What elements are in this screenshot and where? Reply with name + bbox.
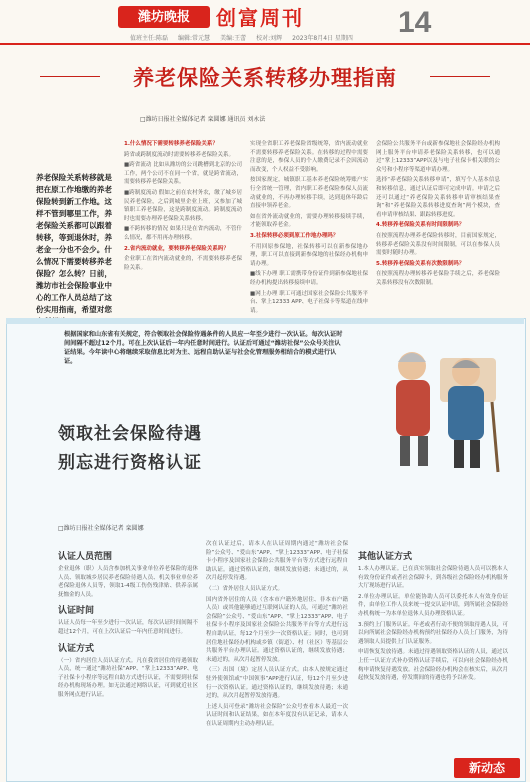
paragraph: ■网上办理 职工可通过国家社会保险公共服务平台、掌上12333 APP、电子社保卡等渠道在线申请。 — [250, 290, 368, 314]
paragraph: 企业职工在省内流动就业的，不需要转移养老保险关系。 — [124, 256, 242, 271]
paragraph: 按国家规定，城镇职工基本养老保险统筹账户实行全省统一管理，省内职工养老保险参保人员流动就业的，不再办理转移手续，达到退休年龄后直接申领养老金。 — [250, 177, 368, 210]
masthead-rule — [0, 43, 530, 45]
meta-item: 校对:刘辉 — [256, 35, 283, 42]
article2-headline-line: 别忘进行资格认证 — [58, 453, 202, 473]
subheading: 2.省内流动就业，要转移养老保险关系吗？ — [124, 245, 229, 252]
subheading: 3.社保转移必须到原工作地办理吗？ — [250, 232, 339, 239]
editorial-meta — [130, 33, 510, 42]
subheading: 4.转移养老保险关系有时间限制吗？ — [376, 222, 465, 229]
paragraph: 申请恢复发放待遇。未通过待遇领取资格认证的人员，通过以上任一认证方式补办资格认证手续后，可以向社会保险经办机构申请恢复待遇发放。社会保险经办机构会在核实后，从次月起恢复发放待遇，停发期间的待遇也将予以补发。 — [358, 649, 508, 682]
article1-lead: 养老保险关系转移就是把在原工作地缴的养老保险转到新工作地。这样不管到哪里工作，养老保险关系都可以跟着转移，等到退休时，养老金一分也不会少。什么情况下需要转移养老保险？怎么转？日前，潍坊市社会保险事业中心的工作人员总结了这份实用指南，希望对您 — [36, 173, 112, 314]
paragraph: 在按照流程办理养老保险转移时，目前国家规定，转移养老保险关系没有时间限制，可以在参保人员需要时随时办理。 — [376, 232, 500, 257]
article1-headline: 养老保险关系转移办理指南 — [133, 66, 397, 90]
section-heading: 认证方式 — [58, 643, 95, 654]
article2-column-3 — [358, 545, 508, 685]
paragraph: 2.单位办理认证。单位能协助人员可以委托本人有效身份证件，由单位工作人员来统一提交认证申请，到所属社会保险经办机构统一为本单位退休人员办理资格认证。 — [358, 593, 508, 617]
meta-item: 2023年8月4日 星期四 — [292, 35, 353, 42]
article2-headline — [58, 420, 202, 478]
footer-logo: 新动态 — [454, 758, 520, 778]
article1-column-2 — [250, 140, 368, 317]
paragraph: 认证人员每一年至少进行一次认证，每次认证时间间隔不超过12个月，可在上次认证后一年内任意时间进行。 — [58, 620, 198, 635]
paragraph: ■跨制度流动 假如之前在农村务农，缴了城乡居民养老保险，之后到城里企业上班，又参加了城镇职工养老保险，这是跨制度流动。跨制度流动时也需要办理养老保险关系转移。 — [124, 189, 242, 222]
article2-column-2 — [206, 540, 348, 730]
paragraph: 在按照流程办理转移养老保险手续之后，养老保险关系转移没有次数限制。 — [376, 271, 500, 286]
meta-item: 编辑:常元慧 — [178, 35, 211, 42]
paragraph: 选择“养老保险关系转移申请”，填写个人基本信息和转移信息，通过认证后即可完成申请。申请之后还可以通过“养老保险关系转移申请审核结果查询”和“养老保险关系转移进度查询”两个模块，查看申请审核结果、跟踪转移进度。 — [376, 177, 500, 218]
page-number: 14 — [398, 6, 432, 39]
paragraph: ■线下办理 职工需携带身份证件到新参保地社保经办机构提出转移接续申请。 — [250, 271, 368, 286]
paragraph: 国内省外居住的人员（含本市户籍外地居住、非本市户籍人员）或其他能够通过互联网认证的人员，可通过“潍坊社会保险”公众号、“爱山东”APP、“掌上12333”APP、电子社保卡小程序及国家社会保险公共服务平台等方式进行远程自助认证，每12个月至少一次资格认证；同时，也可到居住地社保经办机构或乡镇（街道）、村（社区）等基层公共服务平台办理认证。通过资格认证的，继续发放待遇；未通过的，从次月起暂停发放。 — [206, 596, 348, 663]
paragraph: ■跨省流动 比如从潍坊的公司跳槽到北京的公司工作，两个公司不在同一个省，就是跨省流动，需要转移养老保险关系。 — [124, 162, 242, 186]
article2-intro: 根据国家和山东省有关规定，符合领取社会保险待遇条件的人员应一年至少进行一次认证。每次认证时间间隔不超过12个月。可在上次认证后一年内任意时间进行。认证后可通过“潍坊社保”公众号关注认证结果。今年读中心将继续采取信息比对为主、远程自助认证与社会化管理服务相结合的模式进行认证。 — [64, 331, 343, 365]
headline-ornament-right — [430, 76, 490, 77]
paragraph: 企业退休（职）人员含参加机关事业单位养老保险的退休人员、领取城乡居民养老保险待遇人员、机关事业单位养老保险退休人员等，领取1-4级工伤伤残津贴、供养亲属抚恤金的人员。 — [58, 566, 198, 598]
paragraph: （一）省内居住人员认证方式。凡在我省居住的待遇领取人员，统一通过“潍坊社保”APP、“掌上12333”APP、电子社保卡小程序等远程自助方式进行认证，不需要到社保经办机构现场办理。如无法通过网络认证，可到就近社区服务网点进行认证。 — [58, 657, 198, 698]
section-heading: 认证人员范围 — [58, 552, 113, 562]
article2-headline-line: 领取社会保险待遇 — [58, 424, 202, 444]
paragraph: 实现全省职工养老保险省级统筹，省内流动就业不需要转移养老保险关系。在转移的过程中需要注意的是，参保人员的个人缴费记录不会因流动而改变，个人权益不受影响。 — [250, 141, 368, 173]
paragraph: 次在认证过后，请本人在认证周期内通过“潍坊社会保险”公众号、“爱山东”APP、“掌上12333”APP、电子社保卡小程序及国家社会保险公共服务平台等方式进行远程自助认证。通过资格认证的，继续发放待遇；未通过的，从次月起停发待遇。 — [206, 541, 348, 582]
subheading: 5.转移养老保险关系有次数限制吗？ — [376, 260, 465, 267]
paragraph: 不用回原参保地，社保转移可以在新参保地办理，职工可以直接到新参保地的社保经办机构申请办理。 — [250, 243, 368, 267]
paragraph: 上述人员可登录“潍坊社会保险”公众号查看本人最近一次认证时间和认证结果，如在本年度没有认证记录，请本人在认证周期内主动办理认证。 — [206, 703, 348, 727]
section-heading: 其他认证方式 — [358, 552, 413, 562]
article2-byline: □潍坊日报社全媒体记者 栾圆娜 — [58, 525, 144, 532]
meta-item: 值班主任:陈磊 — [130, 35, 169, 42]
meta-item: 美编:王蕾 — [220, 35, 247, 42]
paragraph: （二）省外居住人员认证方式。 — [206, 585, 284, 592]
paragraph: 如在省外流动就业的，需要办理转移接续手续，才能领取养老金。 — [250, 213, 368, 229]
elderly-couple-illustration — [348, 322, 518, 482]
article1-column-3 — [376, 140, 500, 290]
paragraph: 跨省或跨制度流动时需要转移养老保险关系。 — [124, 151, 235, 158]
paragraph: ■不跨转移的情况 如果只是在省内流动，不管什么情况，都不用再办理转移。 — [124, 226, 242, 241]
headline-ornament-left — [40, 76, 100, 77]
paragraph: （三）出国（境）定居人员认证方式。由本人按规定通过驻外使领馆或“中国领事”APP进行认证，每12个月至少进行一次资格认证。通过资格认证的，继续发放待遇；未通过的，从次月起暂停发放待遇。 — [206, 667, 348, 700]
paragraph: 3.预约上门服务认证。年老或者行动不便的领取待遇人员，可以向所属社会保险经办机构预约社保经办人员上门服务，为待遇领取人员提供上门认证服务。 — [358, 621, 508, 645]
paragraph: 会保险公共服务平台或新参保地社会保险经办机构网上服务平台申请养老保险关系转移，也可以通过“掌上12333”APP以及与电子社保卡相关联的公众号和小程序等渠道申请办理。 — [376, 141, 500, 173]
newspaper-logo: 潍坊晚报 — [118, 6, 210, 28]
article1-byline: □潍坊日报社全媒体记者 栾圆娜 通讯员 刘永法 — [140, 116, 266, 123]
paragraph: 1.本人办理认证。已在真实领取社会保险待遇人员可以携本人有效身份证件或者社会保障卡，到各级社会保险经办机构服务大厅现场进行认证。 — [358, 566, 508, 590]
section-title: 创富周刊 — [216, 6, 304, 30]
subheading: 1.什么情况下需要转移养老保险关系？ — [124, 141, 218, 147]
section-heading: 认证时间 — [58, 606, 95, 617]
article1-column-1 — [124, 140, 242, 274]
article2-column-1 — [58, 545, 198, 702]
